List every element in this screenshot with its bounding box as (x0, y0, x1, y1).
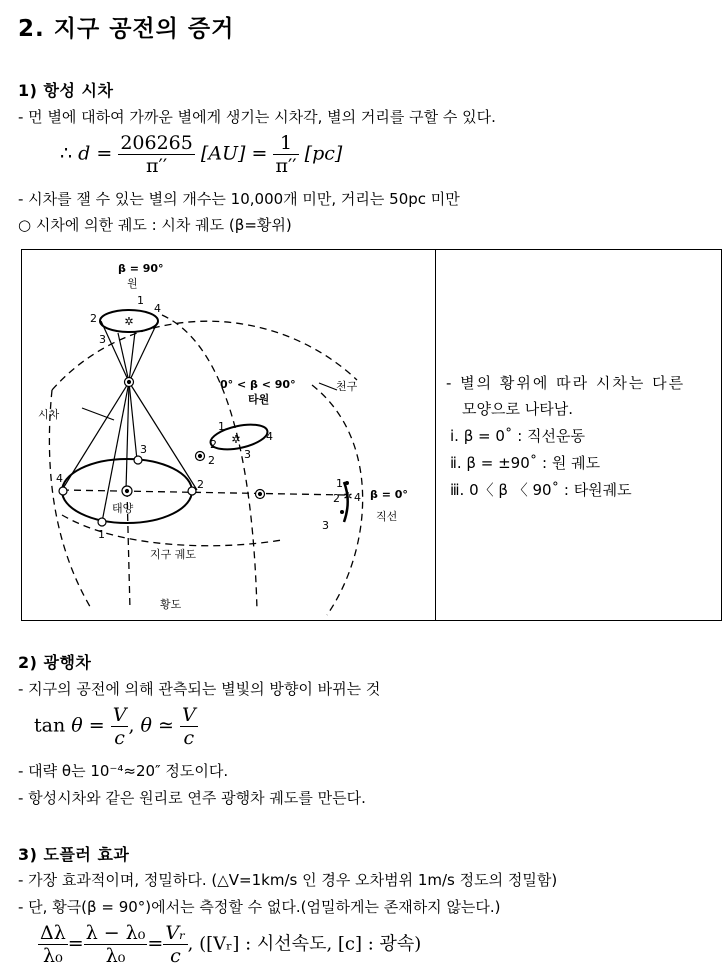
eq-equals-4: = (67, 932, 84, 955)
sun-icon-top: ✲ (124, 315, 134, 328)
eq-den-pc: π′′ (275, 155, 297, 177)
eq-fraction-au (118, 132, 195, 177)
label-won: 원 (127, 277, 138, 290)
label-beta0: β = 0° (370, 488, 408, 501)
aberration-description: - 지구의 공전에 의해 관측되는 별빛의 방향이 바뀌는 것 (18, 680, 381, 698)
sphere-top-arc (52, 321, 357, 390)
label-range: 0° < β < 90° (220, 378, 296, 391)
eq-num-v-2: V (182, 704, 196, 726)
eq-num-lminus: λ − λ₀ (85, 922, 146, 944)
label-mid-2: 2 (210, 438, 217, 451)
eq-d: d (78, 142, 91, 165)
eq-fraction-lminus (84, 922, 148, 967)
eq-fraction-vc-2 (180, 704, 198, 749)
eq-fraction-dl (38, 922, 68, 967)
label-right-2: 2 (333, 492, 340, 505)
label-mid-1: 1 (218, 420, 225, 433)
label-orbit-4: 4 (56, 472, 63, 485)
eq-equals-2: = (251, 142, 268, 165)
doppler-line-2: - 단, 황극(β = 90°)에서는 측정할 수 없다.(엄밀하게는 존재하지 않는다.) (18, 898, 501, 916)
earth-pos-4 (59, 487, 67, 495)
label-top-2: 2 (90, 312, 97, 325)
page-title: 2. 지구 공전의 증거 (18, 16, 235, 42)
parallax-description: - 먼 별에 대하여 가까운 별에게 생기는 시차각, 별의 거리를 구할 수 있다. (18, 108, 496, 126)
label-orbit-3: 3 (140, 443, 147, 456)
desc-line-4: ⅱ. β = ±90˚ : 원 궤도 (450, 454, 601, 472)
label-mid-3: 3 (244, 448, 251, 461)
eq-theta-2: θ (140, 714, 152, 737)
label-mid-4: 4 (266, 430, 273, 443)
aberration-equation (34, 704, 198, 749)
earth-pos-1 (98, 518, 106, 526)
sun-icon-right: ✲ (343, 490, 353, 503)
ecliptic-line (62, 490, 347, 495)
sun-icon-mid: ✲ (231, 433, 241, 446)
eq-doppler-tail: , ([Vᵣ] : 시선속도, [c] : 광속) (187, 933, 422, 955)
cheongu-pointer (319, 383, 337, 390)
sun-marker-dot (126, 490, 129, 493)
eq-den-c: c (111, 726, 129, 749)
cone-line-mid (118, 333, 129, 382)
label-tawon: 타원 (248, 393, 270, 406)
eq-den-au: π′′ (118, 154, 195, 177)
eq-fraction-vr (163, 922, 187, 967)
eq-den-c-2: c (180, 726, 198, 749)
label-top-1: 1 (137, 294, 144, 307)
line-orbit-pt-3 (340, 510, 344, 514)
star-marker-top-dot (128, 381, 131, 384)
label-sicha: 시차 (38, 408, 60, 421)
section-heading-parallax: 1) 항성 시차 (18, 81, 114, 100)
label-taeyang: 태양 (112, 502, 134, 515)
eq-den-c-3: c (163, 944, 187, 967)
label-top-3: 3 (99, 333, 106, 346)
label-earth-orbit: 지구 궤도 (150, 548, 197, 561)
label-right-3: 3 (322, 519, 329, 532)
section-heading-aberration: 2) 광행차 (18, 653, 92, 672)
line-orbit-pt-1 (345, 481, 349, 485)
label-right-4: 4 (354, 491, 361, 504)
eq-num-pc: 1 (280, 132, 293, 154)
label-top-4: 4 (154, 302, 161, 315)
eq-tan: tan (34, 714, 66, 737)
eq-num-vr: Vᵣ (165, 922, 186, 944)
eq-fraction-pc (273, 132, 298, 177)
label-hwangdo: 황도 (160, 598, 182, 611)
eq-fraction-vc (111, 704, 129, 749)
eq-num-v: V (112, 704, 127, 726)
eq-equals: = (96, 142, 113, 165)
eq-sep: , (128, 714, 135, 737)
figure-box-divider (435, 249, 436, 620)
section-heading-doppler: 3) 도플러 효과 (18, 845, 130, 864)
label-jikseon: 직선 (376, 510, 398, 523)
label-star-2: 2 (208, 454, 215, 467)
therefore-symbol: ∴ (60, 142, 73, 165)
earth-pos-2 (188, 487, 196, 495)
star-marker-mid-dot (199, 455, 202, 458)
eq-num-au: 206265 (120, 132, 193, 154)
eq-pc-unit: [pc] (304, 142, 343, 165)
label-orbit-1: 1 (98, 528, 105, 541)
label-cheongu: 천구 (336, 380, 358, 393)
eq-au-unit: [AU] (200, 142, 246, 165)
eq-theta: θ (71, 714, 83, 737)
parallax-orbit-text: ○ 시차에 의한 궤도 : 시차 궤도 (β=황위) (18, 216, 292, 234)
desc-line-2: 모양으로 나타남. (462, 400, 573, 418)
eq-approx: ≃ (158, 714, 174, 737)
earth-pos-3 (134, 456, 142, 464)
parallax-diagram (22, 250, 434, 618)
desc-line-1: - 별의 황위에 따라 시차는 다른 (446, 374, 686, 392)
eq-equals-5: = (147, 932, 164, 955)
eq-den-l0: λ₀ (38, 944, 68, 967)
sight-line-4 (129, 382, 197, 490)
sphere-left-arc (49, 390, 92, 610)
parallax-limit-text: - 시차를 잴 수 있는 별의 개수는 10,000개 미만, 거리는 50pc 미만 (18, 190, 460, 208)
label-right-1: 1 (336, 477, 343, 490)
label-beta90: β = 90° (118, 262, 164, 275)
star-marker-low-dot (259, 493, 262, 496)
eq-den-l0-2: λ₀ (84, 944, 148, 967)
desc-line-5: ⅲ. 0〈 β 〈 90˚ : 타원궤도 (450, 481, 632, 499)
distance-equation (60, 132, 342, 177)
aberration-magnitude: - 대략 θ는 10⁻⁴≈20″ 정도이다. (18, 762, 229, 780)
label-orbit-2: 2 (197, 478, 204, 491)
desc-line-3: ⅰ. β = 0˚ : 직선운동 (450, 427, 585, 445)
eq-num-dl: Δλ (40, 922, 66, 944)
aberration-orbit: - 항성시차와 같은 원리로 연주 광행차 궤도를 만든다. (18, 789, 366, 807)
doppler-equation (38, 922, 421, 967)
doppler-line-1: - 가장 효과적이며, 정밀하다. (△V=1km/s 인 경우 오차범위 1m/s 정도의 정밀함) (18, 871, 558, 889)
eq-equals-3: = (88, 714, 105, 737)
